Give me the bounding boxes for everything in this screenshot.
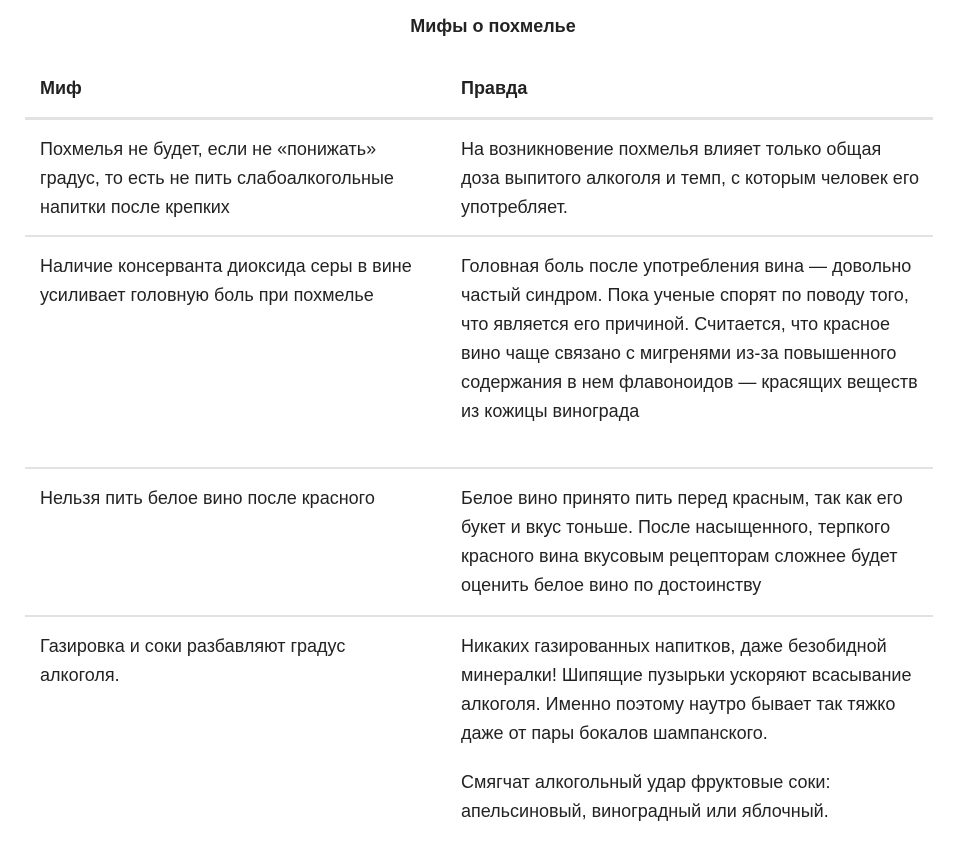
truth-cell — [446, 617, 933, 840]
myths-table — [25, 68, 933, 840]
myth-cell: Похмелья не будет, если не «понижать» градус, то есть не пить слабоалкогольные напитки после крепких — [40, 139, 394, 217]
truth-paragraph: Никаких газированных напитков, даже безобидной минералки! Шипящие пузырьки ускоряют всасывание алкоголя. Именно поэтому наутро бывает так тяжко даже от пары бокалов шампанского. — [461, 636, 912, 743]
column-header-myth: Миф — [40, 78, 82, 98]
page-title: Мифы о похмелье — [410, 16, 576, 36]
column-header-truth: Правда — [461, 78, 528, 98]
truth-paragraph: На возникновение похмелья влияет только общая доза выпитого алкоголя и темп, с которым человек его употребляет. — [461, 139, 919, 217]
table-row — [25, 617, 933, 840]
truth-paragraph: Головная боль после употребления вина — довольно частый синдром. Пока ученые спорят по поводу того, что является его причиной. Считается, что красное вино чаще связано с мигренями из-за повышенного содержания в нем флавоноидов — красящих веществ из кожицы винограда — [461, 256, 918, 421]
table-header — [25, 68, 933, 120]
myth-cell: Наличие консерванта диоксида серы в вине усиливает головную боль при похмелье — [40, 256, 412, 305]
truth-paragraph: Белое вино принято пить перед красным, так как его букет и вкус тоньше. После насыщенного, терпкого красного вина вкусовым рецепторам сложнее будет оценить белое вино по достоинству — [461, 488, 903, 595]
table-row — [25, 469, 933, 617]
truth-cell — [446, 237, 933, 467]
myth-cell: Нельзя пить белое вино после красного — [40, 488, 375, 508]
truth-paragraph: Смягчат алкогольный удар фруктовые соки: апельсиновый, виноградный или яблочный. — [461, 772, 831, 821]
myth-cell: Газировка и соки разбавляют градус алкоголя. — [40, 636, 346, 685]
table-row — [25, 120, 933, 237]
truth-cell — [446, 120, 933, 235]
table-row — [25, 237, 933, 469]
truth-cell — [446, 469, 933, 615]
